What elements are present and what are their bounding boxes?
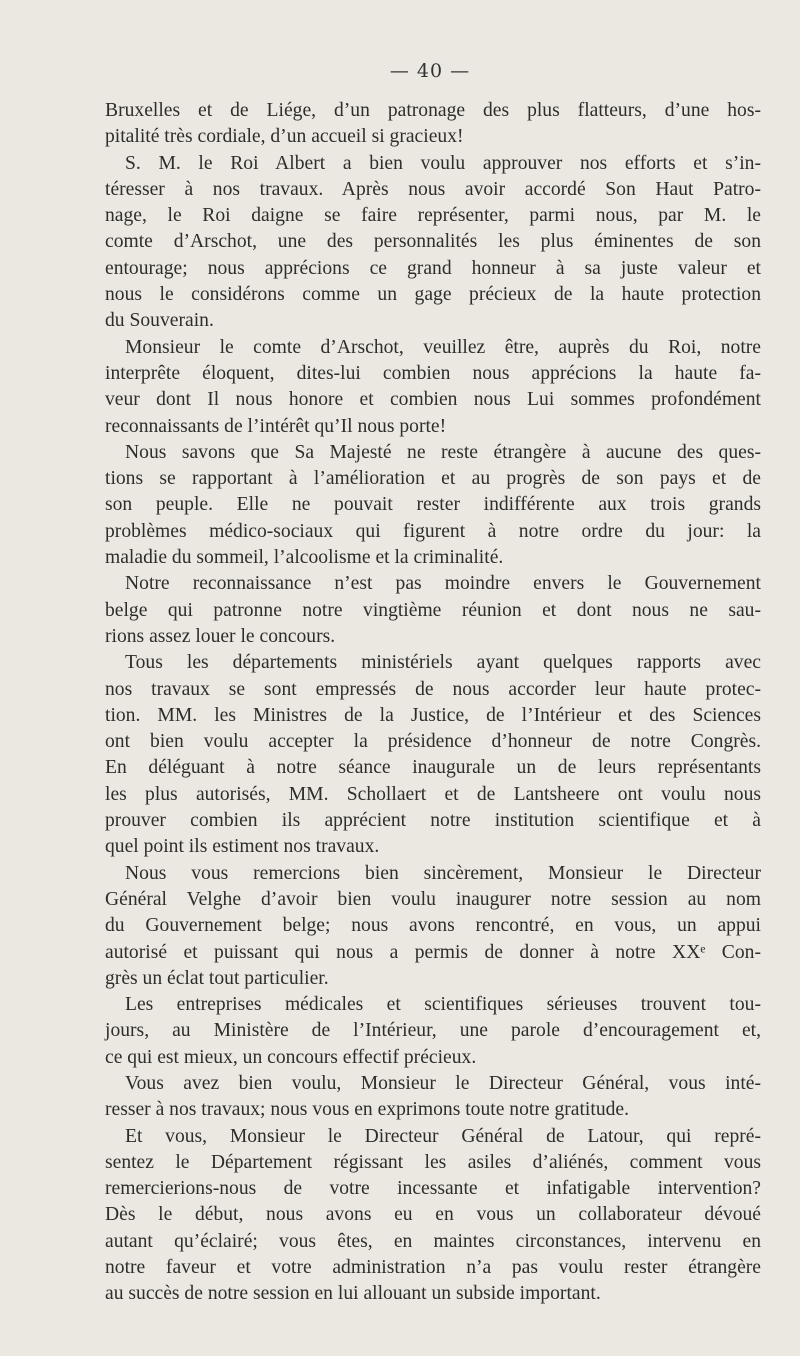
text-line: quel point ils estiment nos travaux. [105,836,380,858]
text-line: nage, le Roi daigne se faire représenter, parmi nous, par M. le [105,205,761,227]
text-line: resser à nos travaux; nous vous en exprimons toute notre gratitude. [105,1099,630,1121]
text-line: belge qui patronne notre vingtième réunion et dont nous ne sau- [105,599,761,621]
text-line: Général Velghe d’avoir bien voulu inaugurer notre session au nom [105,888,761,910]
text-line: Notre reconnaissance n’est pas moindre envers le Gouvernement [125,573,761,595]
text-line: Nous vous remercions bien sincèrement, Monsieur le Directeur [125,862,761,884]
text-line: pitalité très cordiale, d’un accueil si gracieux! [105,126,464,148]
page-number: — 40 — [389,60,471,82]
text-line: son peuple. Elle ne pouvait rester indifférente aux trois grands [105,494,761,516]
text-line: Les entreprises médicales et scientifiques sérieuses trouvent tou- [125,994,761,1016]
text-line: remercierions-nous de votre incessante et infatigable intervention? [105,1178,761,1200]
text-line: ont bien voulu accepter la présidence d’honneur de notre Congrès. [105,731,761,753]
text-line: prouver combien ils apprécient notre institution scientifique et à [105,810,761,832]
text-line: Tous les départements ministériels ayant quelques rapports avec [125,652,761,674]
text-line: tion. MM. les Ministres de la Justice, de l’Intérieur et des Sciences [105,704,761,726]
text-line: notre faveur et votre administration n’a pas voulu rester étrangère [105,1257,761,1279]
text-line: les plus autorisés, MM. Schollaert et de Lantsheere ont voulu nous [105,783,761,805]
text-line: téresser à nos travaux. Après nous avoir accordé Son Haut Patro- [105,178,761,200]
text-line: Bruxelles et de Liége, d’un patronage des plus flatteurs, d’une hos- [105,100,761,121]
text-line: sentez le Département régissant les asiles d’aliénés, comment vous [105,1151,761,1173]
text-line: jours, au Ministère de l’Intérieur, une parole d’encouragement et, [105,1020,761,1042]
text-line: Vous avez bien voulu, Monsieur le Directeur Général, vous inté- [125,1072,761,1094]
text-line: S. M. le Roi Albert a bien voulu approuver nos efforts et s’in- [125,152,761,174]
text-line: veur dont Il nous honore et combien nous Lui sommes profondément [105,389,761,411]
text-line: autorisé et puissant qui nous a permis de donner à notre XXᵉ Con- [105,941,761,963]
text-line: En déléguant à notre séance inaugurale un de leurs représentants [105,757,761,779]
text-line: rions assez louer le concours. [105,625,336,647]
text-line: Et vous, Monsieur le Directeur Général de Latour, qui repré- [125,1125,761,1147]
body-text [105,98,761,1308]
text-line: du Gouvernement belge; nous avons rencontré, en vous, un appui [105,915,761,937]
text-line: au succès de notre session en lui allouant un subside important. [105,1283,601,1305]
text-line: nos travaux se sont empressés de nous accorder leur haute protec- [105,678,761,700]
text-line: autant qu’éclairé; vous êtes, en maintes circonstances, intervenu en [105,1230,761,1252]
text-line: grès un éclat tout particulier. [105,967,329,989]
text-line: maladie du sommeil, l’alcoolisme et la criminalité. [105,547,504,569]
text-line: Nous savons que Sa Majesté ne reste étrangère à aucune des ques- [125,441,761,463]
text-line: problèmes médico-sociaux qui figurent à notre ordre du jour: la [105,520,761,542]
text-line: Monsieur le comte d’Arschot, veuillez être, auprès du Roi, notre [125,336,761,358]
text-line: Dès le début, nous avons eu en vous un collaborateur dévoué [105,1204,761,1226]
text-line: tions se rapportant à l’amélioration et au progrès de son pays et de [105,468,761,490]
text-line: reconnaissants de l’intérêt qu’Il nous porte! [105,415,447,437]
text-line: entourage; nous apprécions ce grand honneur à sa juste valeur et [105,257,761,279]
text-line: du Souverain. [105,310,214,332]
text-line: nous le considérons comme un gage précieux de la haute protection [105,284,761,306]
text-line: ce qui est mieux, un concours effectif précieux. [105,1046,477,1068]
text-line: interprête éloquent, dites-lui combien nous apprécions la haute fa- [105,362,761,384]
text-line: comte d’Arschot, une des personnalités les plus éminentes de son [105,231,761,253]
